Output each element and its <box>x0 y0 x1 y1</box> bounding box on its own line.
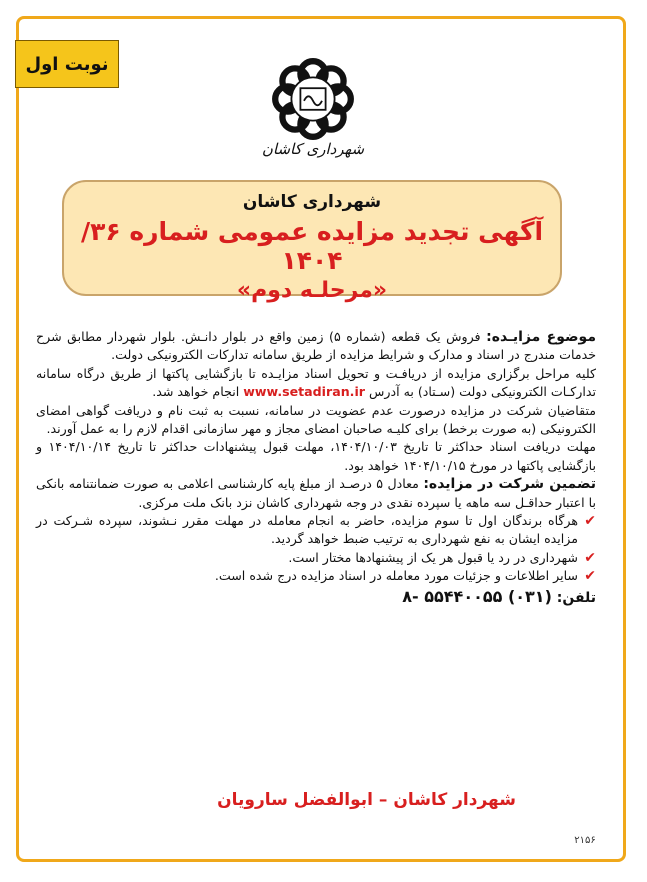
signature: شهردار کاشان – ابوالفضل سارویان <box>217 790 516 810</box>
round-badge: نوبت اول <box>15 40 119 88</box>
org-name: شهرداری کاشان <box>242 192 382 212</box>
applicants-paragraph: متقاضیان شرکت در مزایده درصورت عدم عضویت در سامانه، نسبت به ثبت نام و دریافت گواهی امضای الکترونیکی (به صورت برخط) برای کلیـه صاحبان امضای مجاز و مهر سازمانی اقدام لازم را به عمل آورند. <box>36 402 596 437</box>
guarantee-paragraph <box>36 475 596 512</box>
check-icon: ✔ <box>584 568 596 585</box>
phone-number: ۸- ۵۵۴۴۰۰۵۵ (۰۳۱) <box>402 586 552 606</box>
ad-code: ۲۱۵۶ <box>574 835 596 846</box>
guarantee-text: معادل ۵ درصـد از مبلغ پایه کارشناسی اعلامی به صورت ضمانتنامه بانکی با اعتبار حداقـل سه ماهه یا سپرده نقدی در وجه شهرداری کاشان نزد بانک ملت مرکزی. <box>36 476 596 510</box>
notice-body <box>36 328 596 607</box>
setadiran-link[interactable]: www.setadiran.ir <box>243 384 365 400</box>
title-box <box>62 180 562 303</box>
subject-label: موضوع مزایـده: <box>486 329 596 345</box>
logo-caption: شهرداری کاشان <box>261 140 365 158</box>
conditions-list <box>36 512 596 586</box>
list-item: ✔ شهرداری در رد یا قبول هر یک از پیشنهادها مختار است. <box>288 549 596 566</box>
guarantee-label: تضمین شرکت در مزایده: <box>423 476 596 493</box>
stages-text: کلیه مراحل برگزاری مزایده از دریافـت و تحویل اسناد مزایـده تا بازگشایی پاکتها از طریق درگاه سامانه تدارکـات الکترونیکی دولت (سـتاد) به آدرس <box>36 365 596 400</box>
check-icon: ✔ <box>584 549 596 566</box>
list-item: ✔ سایر اطلاعات و جزئیات مورد معامله در اسناد مزایده درج شده است. <box>214 568 596 585</box>
stages-end: انجام خواهد شد. <box>152 384 240 400</box>
phone-line <box>36 588 596 607</box>
check-icon: ✔ <box>584 513 596 530</box>
kashan-municipality-emblem-icon <box>268 54 358 144</box>
deadline-paragraph: مهلت دریافت اسناد حداکثر تا تاریخ ۱۴۰۴/۱۰/۰۳، مهلت قبول پیشنهادات حداکثر تا تاریخ ۱۴۰۴/۱۰/۱۴ و بازگشایی پاکتها در مورخ ۱۴۰۴/۱۰/۱۵ خواهد بود. <box>36 439 596 473</box>
subject-paragraph <box>36 328 596 365</box>
notice-title: آگهی تجدید مزایده عمومی شماره ۳۶/ ۱۴۰۴ <box>80 217 544 275</box>
notice-stage: «مرحلـه دوم» <box>236 278 388 303</box>
stages-paragraph <box>36 365 596 402</box>
phone-label: تلفن: <box>556 589 596 606</box>
subject-text: فروش یک قطعه (شماره ۵) زمین واقع در بلوار دانـش. بلوار شهردار مطابق شرح خدمات مندرج در اسناد و مدارک و شرایط مزایده از طریق سامانه تدارکات الکترونیکی دولت. <box>36 329 596 363</box>
list-item: ✔ هرگاه برندگان اول تا سوم مزایده، حاضر به انجام معامله در مهلت مقرر نـشوند، سپرده شـرکت در مزایده ایشان به نفع شهرداری به ترتیب ضبط خواهد گردید. <box>36 513 596 547</box>
